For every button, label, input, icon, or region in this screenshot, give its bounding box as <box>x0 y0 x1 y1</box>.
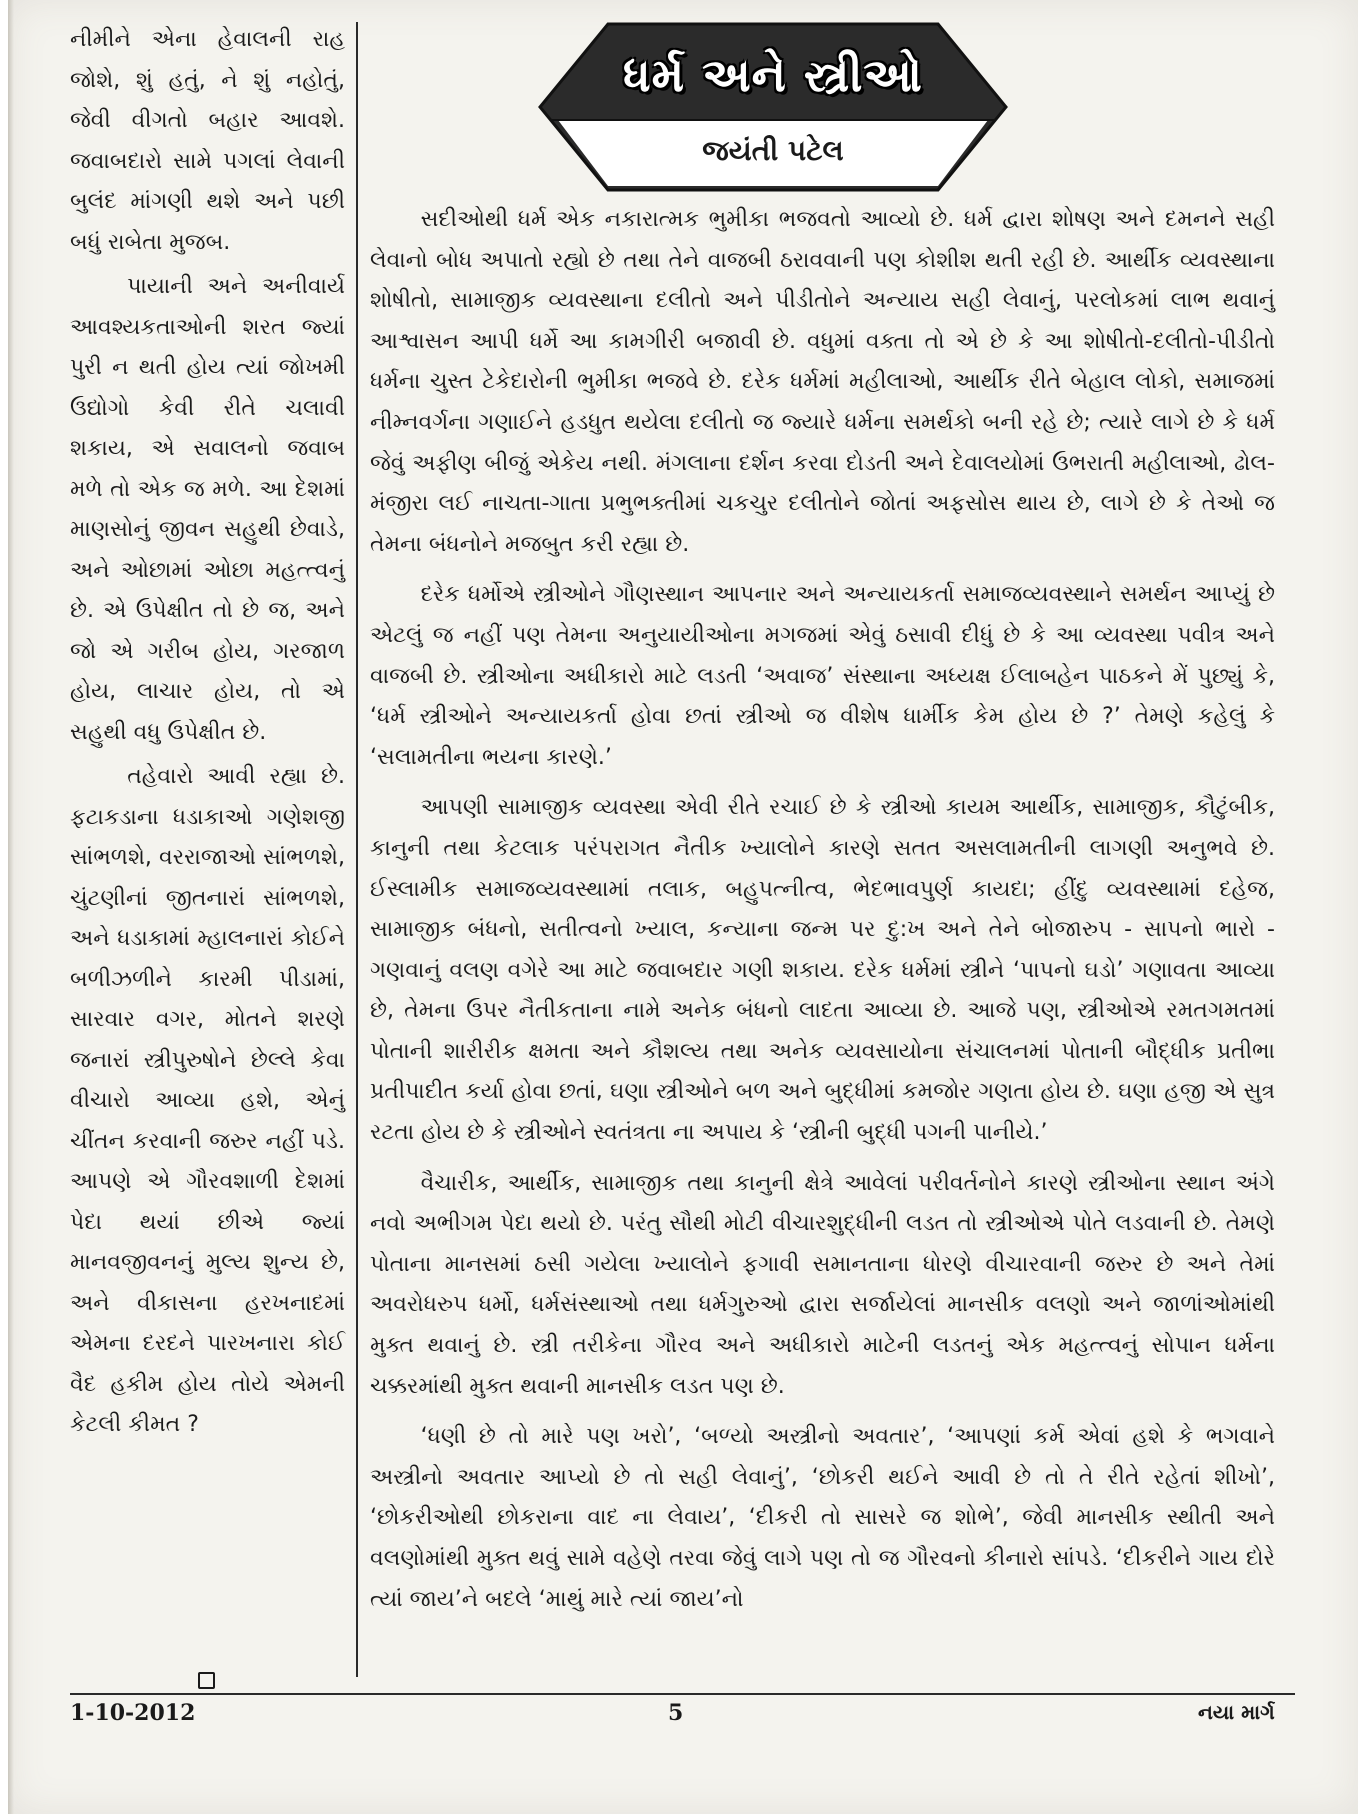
magazine-name: નયા માર્ગ <box>1198 1700 1275 1724</box>
main-paragraph: આપણી સામાજીક વ્યવસ્થા એવી રીતે રચાઈ છે કે સ્ત્રીઓ કાયમ આર્થીક, સામાજીક, કૌટુંબીક, કાનુની તથા કેટલાક પરંપરાગત નૈતીક ખ્યાલોને કારણે સતત અસલામતીની લાગણી અનુભવે છે. ઈસ્લામીક સમાજવ્યવસ્થામાં તલાક, બહુપત્નીત્વ, ભેદભાવપુર્ણ કાયદા; હીંદુ વ્યવસ્થામાં દહેજ, સામાજીક બંધનો, સતીત્વનો ખ્યાલ, કન્યાના જન્મ પર દુ:ખ અને તેને બોજારુપ - સાપનો ભારો - ગણવાનું વલણ વગેરે આ માટે જવાબદાર ગણી શકાય. દરેક ધર્મમાં સ્ત્રીને ‘પાપનો ઘડો’ ગણાવતા આવ્યા છે, તેમના ઉપર નૈતીકતાના નામે અનેક બંધનો લાદતા આવ્યા છે. આજે પણ, સ્ત્રીઓએ રમતગમતમાં પોતાની શારીરીક ક્ષમતા અને કૌશલ્ય તથા અનેક વ્યવસાયોના સંચાલનમાં પોતાની બૌદ્ધીક પ્રતીભા પ્રતીપાદીત કર્યા હોવા છતાં, ઘણા સ્ત્રીઓને બળ અને બુદ્ધીમાં કમજોર ગણતા હોય છે. ઘણા હજી એ સુત્ર રટતા હોય છે કે સ્ત્રીઓને સ્વતંત્રતા ના અપાય કે ‘સ્ત્રીની બુદ્ધી પગની પાનીયે.’ <box>370 795 1275 1146</box>
article-author: જયંતી પટેલ <box>702 134 844 167</box>
issue-date: 1-10-2012 <box>70 1700 196 1726</box>
main-column <box>370 200 1275 1630</box>
left-paragraph: નીમીને એના હેવાલની રાહ જોશે, શું હતું, ને શું નહોતું, જેવી વીગતો બહાર આવશે. જવાબદારો સામે પગલાં લેવાની બુલંદ માંગણી થશે અને પછી બધું રાબેતા મુજબ. <box>70 27 345 255</box>
left-column <box>70 20 345 1450</box>
magazine-page <box>8 0 1358 1814</box>
article-title: ધર્મ અને સ્ત્રીઓ <box>623 48 923 102</box>
main-paragraph: ‘ધણી છે તો મારે પણ ખરો’, ‘બળ્યો અસ્ત્રીનો અવતાર’, ‘આપણાં કર્મ એવાં હશે કે ભગવાને અસ્ત્રીનો અવતાર આપ્યો છે તો સહી લેવાનું’, ‘છોકરી થઈને આવી છે તો તે રીતે રહેતાં શીખો’, ‘છોકરીઓથી છોકરાના વાદ ના લેવાય’, ‘દીકરી તો સાસરે જ શોભે’, જેવી માનસીક સ્થીતી અને વલણોમાંથી મુક્ત થવું સામે વહેણે તરવા જેવું લાગે પણ તો જ ગૌરવનો કીનારો સાંપડે. ‘દીકરીને ગાય દોરે ત્યાં જાય’ને બદલે ‘માથું મારે ત્યાં જાય’નો <box>370 1424 1275 1612</box>
end-of-article-box-icon <box>198 1672 215 1689</box>
article-header <box>538 22 1008 192</box>
left-paragraph: તહેવારો આવી રહ્યા છે. ફટાકડાના ધડાકાઓ ગણેશજી સાંભળશે, વરરાજાઓ સાંભળશે, ચુંટણીનાં જીતનારાં સાંભળશે, અને ધડાકામાં મ્હાલનારાં કોઈને બળીઝળીને કારમી પીડામાં, સારવાર વગર, મોતને શરણે જનારાં સ્ત્રીપુરુષોને છેલ્લે કેવા વીચારો આવ્યા હશે, એનું ચીંતન કરવાની જરુર નહીં પડે. આપણે એ ગૌરવશાળી દેશમાં પેદા થયાં છીએ જ્યાં માનવજીવનનું મુલ્ય શુન્ય છે, અને વીકાસના હરખનાદમાં એમના દરદને પારખનારા કોઈ વૈદ હકીમ હોય તોયે એમની કેટલી કીમત ? <box>70 764 345 1437</box>
main-paragraph: દરેક ધર્મોએ સ્ત્રીઓને ગૌણસ્થાન આપનાર અને અન્યાયકર્તા સમાજવ્યવસ્થાને સમર્થન આપ્યું છે એટલું જ નહીં પણ તેમના અનુયાયીઓના મગજમાં એવું ઠસાવી દીધું છે કે આ વ્યવસ્થા પવીત્ર અને વાજબી છે. સ્ત્રીઓના અધીકારો માટે લડતી ‘અવાજ’ સંસ્થાના અધ્યક્ષ ઈલાબહેન પાઠકને મેં પુછ્યું કે, ‘ધર્મ સ્ત્રીઓને અન્યાયકર્તા હોવા છતાં સ્ત્રીઓ જ વીશેષ ધાર્મીક કેમ હોય છે ?’ તેમણે કહેલું કે ‘સલામતીના ભયના કારણે.’ <box>370 582 1275 770</box>
main-paragraph: વૈચારીક, આર્થીક, સામાજીક તથા કાનુની ક્ષેત્રે આવેલાં પરીવર્તનોને કારણે સ્ત્રીઓના સ્થાન અંગે નવો અભીગમ પેદા થયો છે. પરંતુ સૌથી મોટી વીચારશુદ્ધીની લડત તો સ્ત્રીઓએ પોતે લડવાની છે. તેમણે પોતાના માનસમાં ઠસી ગયેલા ખ્યાલોને ફગાવી સમાનતાના ધોરણે વીચારવાની જરુર છે અને તેમાં અવરોધરુપ ધર્મો, ધર્મસંસ્થાઓ તથા ધર્મગુરુઓ દ્વારા સર્જાયેલાં માનસીક વલણો અને જાળાંઓમાંથી મુક્ત થવાનું છે. સ્ત્રી તરીકેના ગૌરવ અને અધીકારો માટેની લડતનું એક મહત્ત્વનું સોપાન ધર્મના ચક્કરમાંથી મુક્ત થવાની માનસીક લડત પણ છે. <box>370 1170 1275 1399</box>
main-paragraph: સદીઓથી ધર્મ એક નકારાત્મક ભુમીકા ભજવતો આવ્યો છે. ધર્મ દ્વારા શોષણ અને દમનને સહી લેવાનો બોધ અપાતો રહ્યો છે તથા તેને વાજબી ઠરાવવાની પણ કોશીશ થતી રહી છે. આર્થીક વ્યવસ્થાના શોષીતો, સામાજીક વ્યવસ્થાના દલીતો અને પીડીતોને અન્યાય સહી લેવાનું, પરલોકમાં લાભ થવાનું આશ્વાસન આપી ધર્મે આ કામગીરી બજાવી છે. વધુમાં વક્તા તો એ છે કે આ શોષીતો-દલીતો-પીડીતો ધર્મના ચુસ્ત ટેકેદારોની ભુમીકા ભજવે છે. દરેક ધર્મમાં મહીલાઓ, આર્થીક રીતે બેહાલ લોકો, સમાજમાં નીમ્નવર્ગના ગણાઈને હડધુત થયેલા દલીતો જ જ્યારે ધર્મના સમર્થકો બની રહે છે; ત્યારે લાગે છે કે ધર્મ જેવું અફીણ બીજું એકેય નથી. મંગલાના દર્શન કરવા દોડતી અને દેવાલયોમાં ઉભરાતી મહીલાઓ, ઢોલ-મંજીરા લઈ નાચતા-ગાતા પ્રભુભક્તીમાં ચકચુર દલીતોને જોતાં અફસોસ થાય છે, લાગે છે કે તેઓ જ તેમના બંધનોને મજબુત કરી રહ્યા છે. <box>370 207 1275 557</box>
footer-rule <box>70 1693 1295 1695</box>
page-number: 5 <box>668 1700 684 1726</box>
left-paragraph: પાયાની અને અનીવાર્ય આવશ્યકતાઓની શરત જ્યાં પુરી ન થતી હોય ત્યાં જોખમી ઉદ્યોગો કેવી રીતે ચલાવી શકાય, એ સવાલનો જવાબ મળે તો એક જ મળે. આ દેશમાં માણસોનું જીવન સહુથી છેવાડે, અને ઓછામાં ઓછા મહત્ત્વનું છે. એ ઉપેક્ષીત તો છે જ, અને જો એ ગરીબ હોય, ગરજાળ હોય, લાચાર હોય, તો એ સહુથી વધુ ઉપેક્ષીત છે. <box>70 274 345 745</box>
column-divider <box>356 22 358 1677</box>
